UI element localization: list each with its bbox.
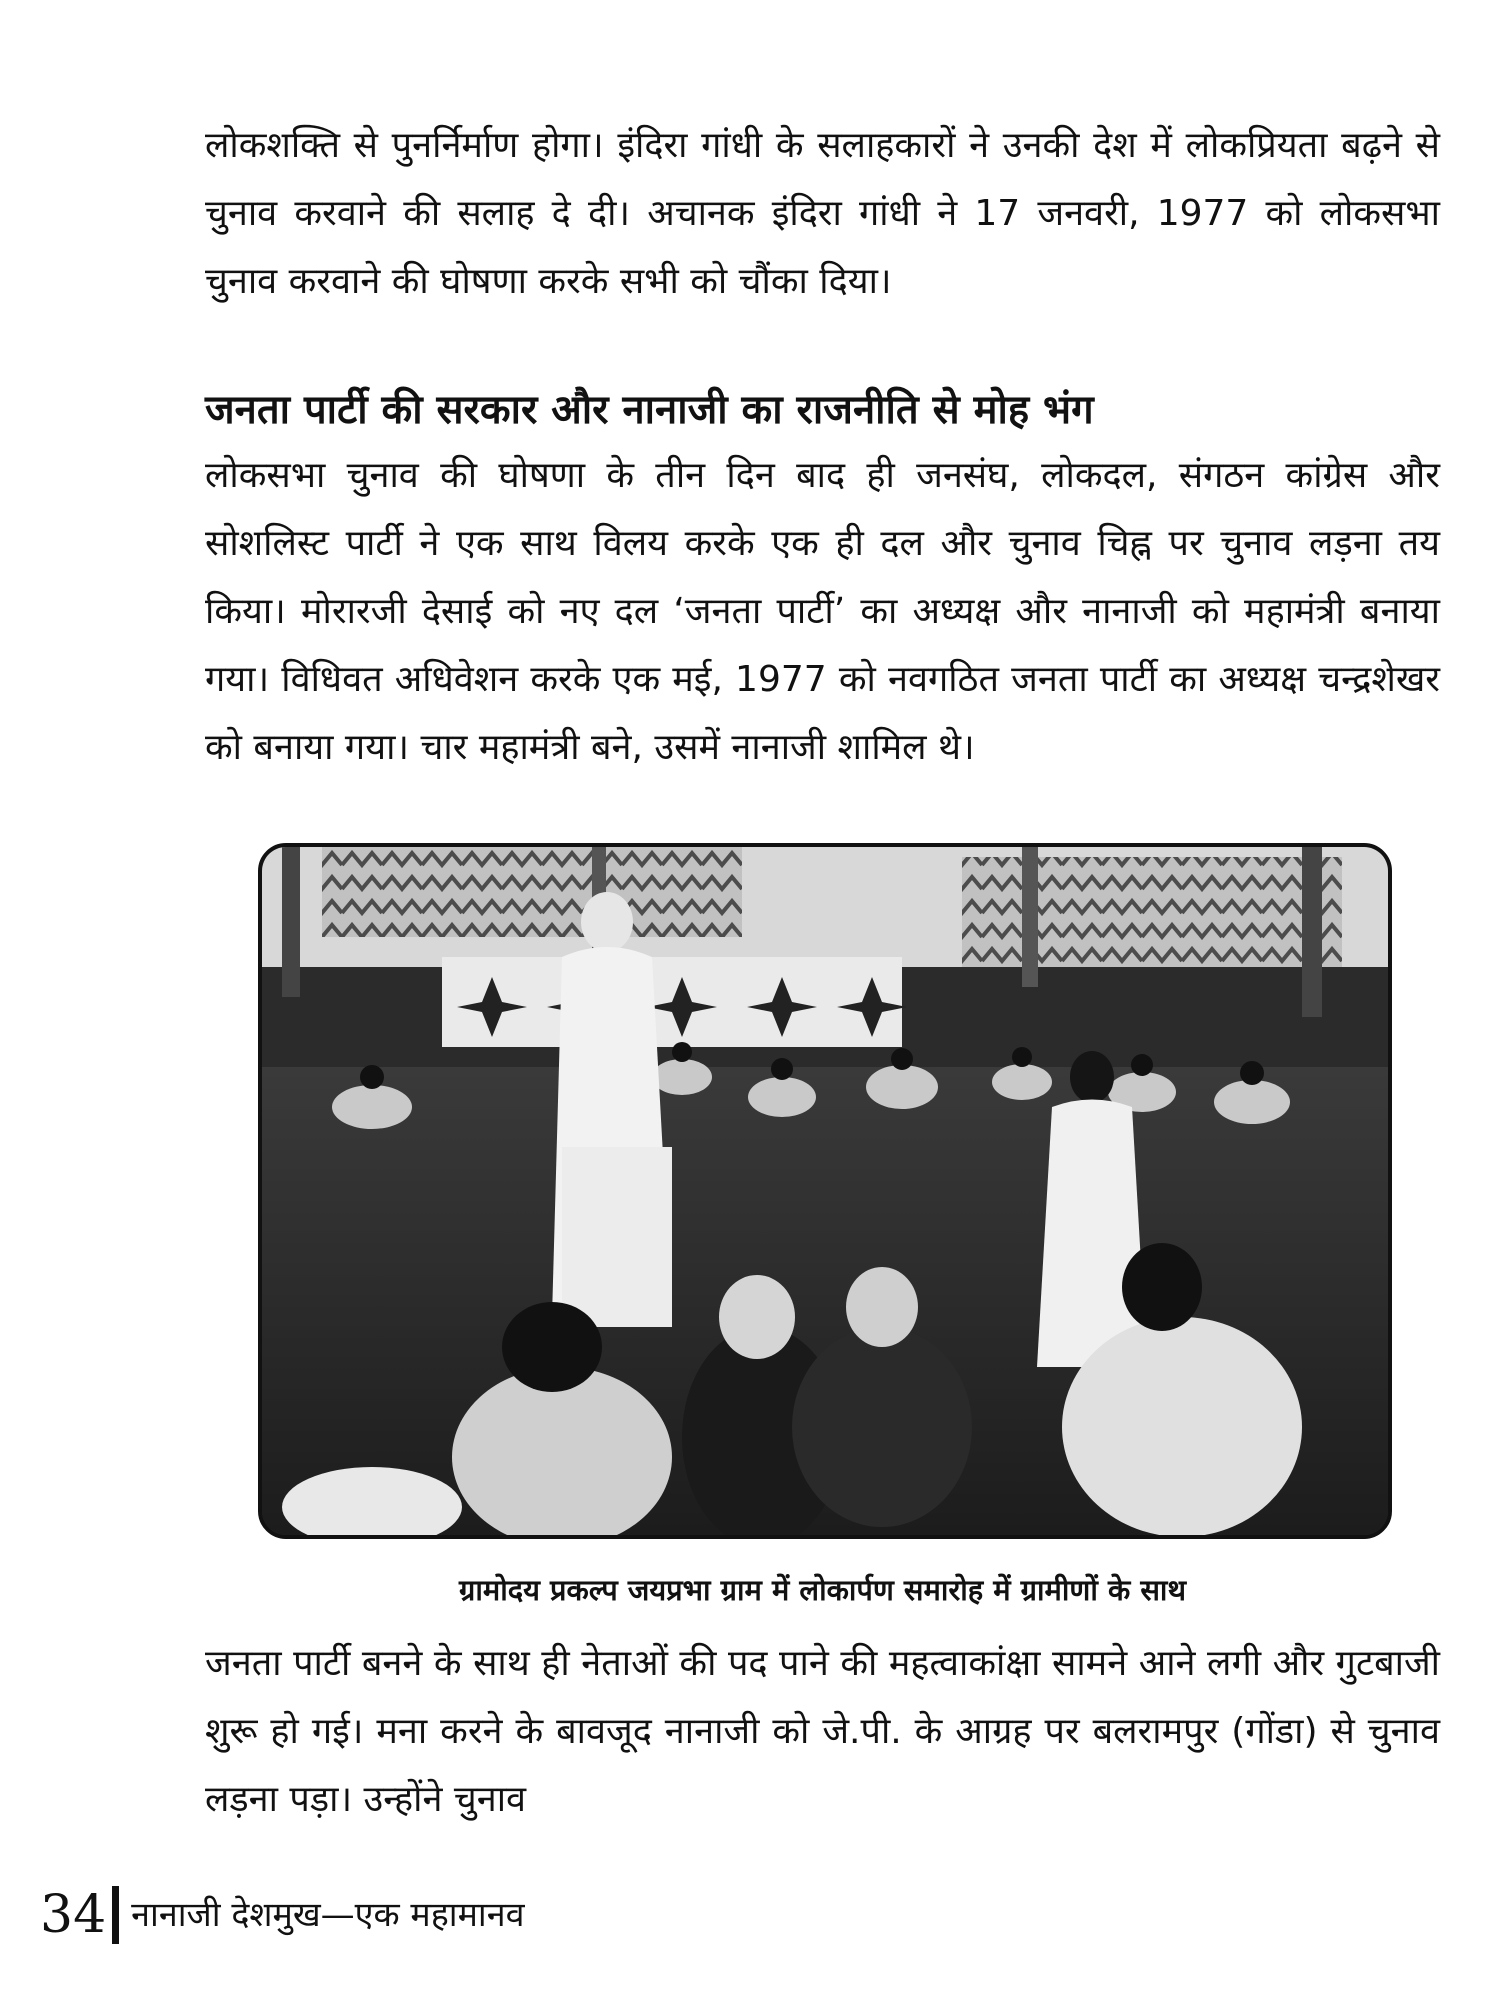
paragraph-1: लोकशक्ति से पुनर्निर्माण होगा। इंदिरा गांधी के सलाहकारों ने उनकी देश में लोकप्रियता बढ़ने से चुनाव करवाने की सलाह दे दी। अचानक इंदिरा गांधी ने 17 जनवरी, 1977 को लोकसभा चुनाव करवाने की घोषणा करके सभी को चौंका दिया।: [205, 125, 1440, 302]
section-heading: जनता पार्टी की सरकार और नानाजी का राजनीति से मोह भंग: [205, 387, 1094, 433]
page-footer: [40, 1880, 525, 1950]
footer-divider: [112, 1886, 119, 1944]
paragraph-2: लोकसभा चुनाव की घोषणा के तीन दिन बाद ही जनसंघ, लोकदल, संगठन कांग्रेस और सोशलिस्ट पार्टी ने एक साथ विलय करके एक ही दल और चुनाव चिह्न पर चुनाव लड़ना तय किया। मोरारजी देसाई को नए दल ‘जनता पार्टी’ का अध्यक्ष और नानाजी को महामंत्री बनाया गया। विधिवत अधिवेशन करके एक मई, 1977 को नवगठित जनता पार्टी का अध्यक्ष चन्द्रशेखर को बनाया गया। चार महामंत्री बने, उसमें नानाजी शामिल थे।: [205, 455, 1440, 768]
photo-caption: ग्रामोदय प्रकल्प जयप्रभा ग्राम में लोकार्पण समारोह में ग्रामीणों के साथ: [459, 1573, 1186, 1607]
paragraph-3: जनता पार्टी बनने के साथ ही नेताओं की पद पाने की महत्वाकांक्षा सामने आने लगी और गुटबाजी शुरू हो गई। मना करने के बावजूद नानाजी को जे.पी. के आग्रह पर बलरामपुर (गोंडा) से चुनाव लड़ना पड़ा। उन्होंने चुनाव: [205, 1643, 1440, 1820]
event-photograph: [258, 843, 1392, 1539]
page-number: 34: [40, 1885, 107, 1945]
book-title: नानाजी देशमुख—एक महामानव: [131, 1895, 525, 1935]
